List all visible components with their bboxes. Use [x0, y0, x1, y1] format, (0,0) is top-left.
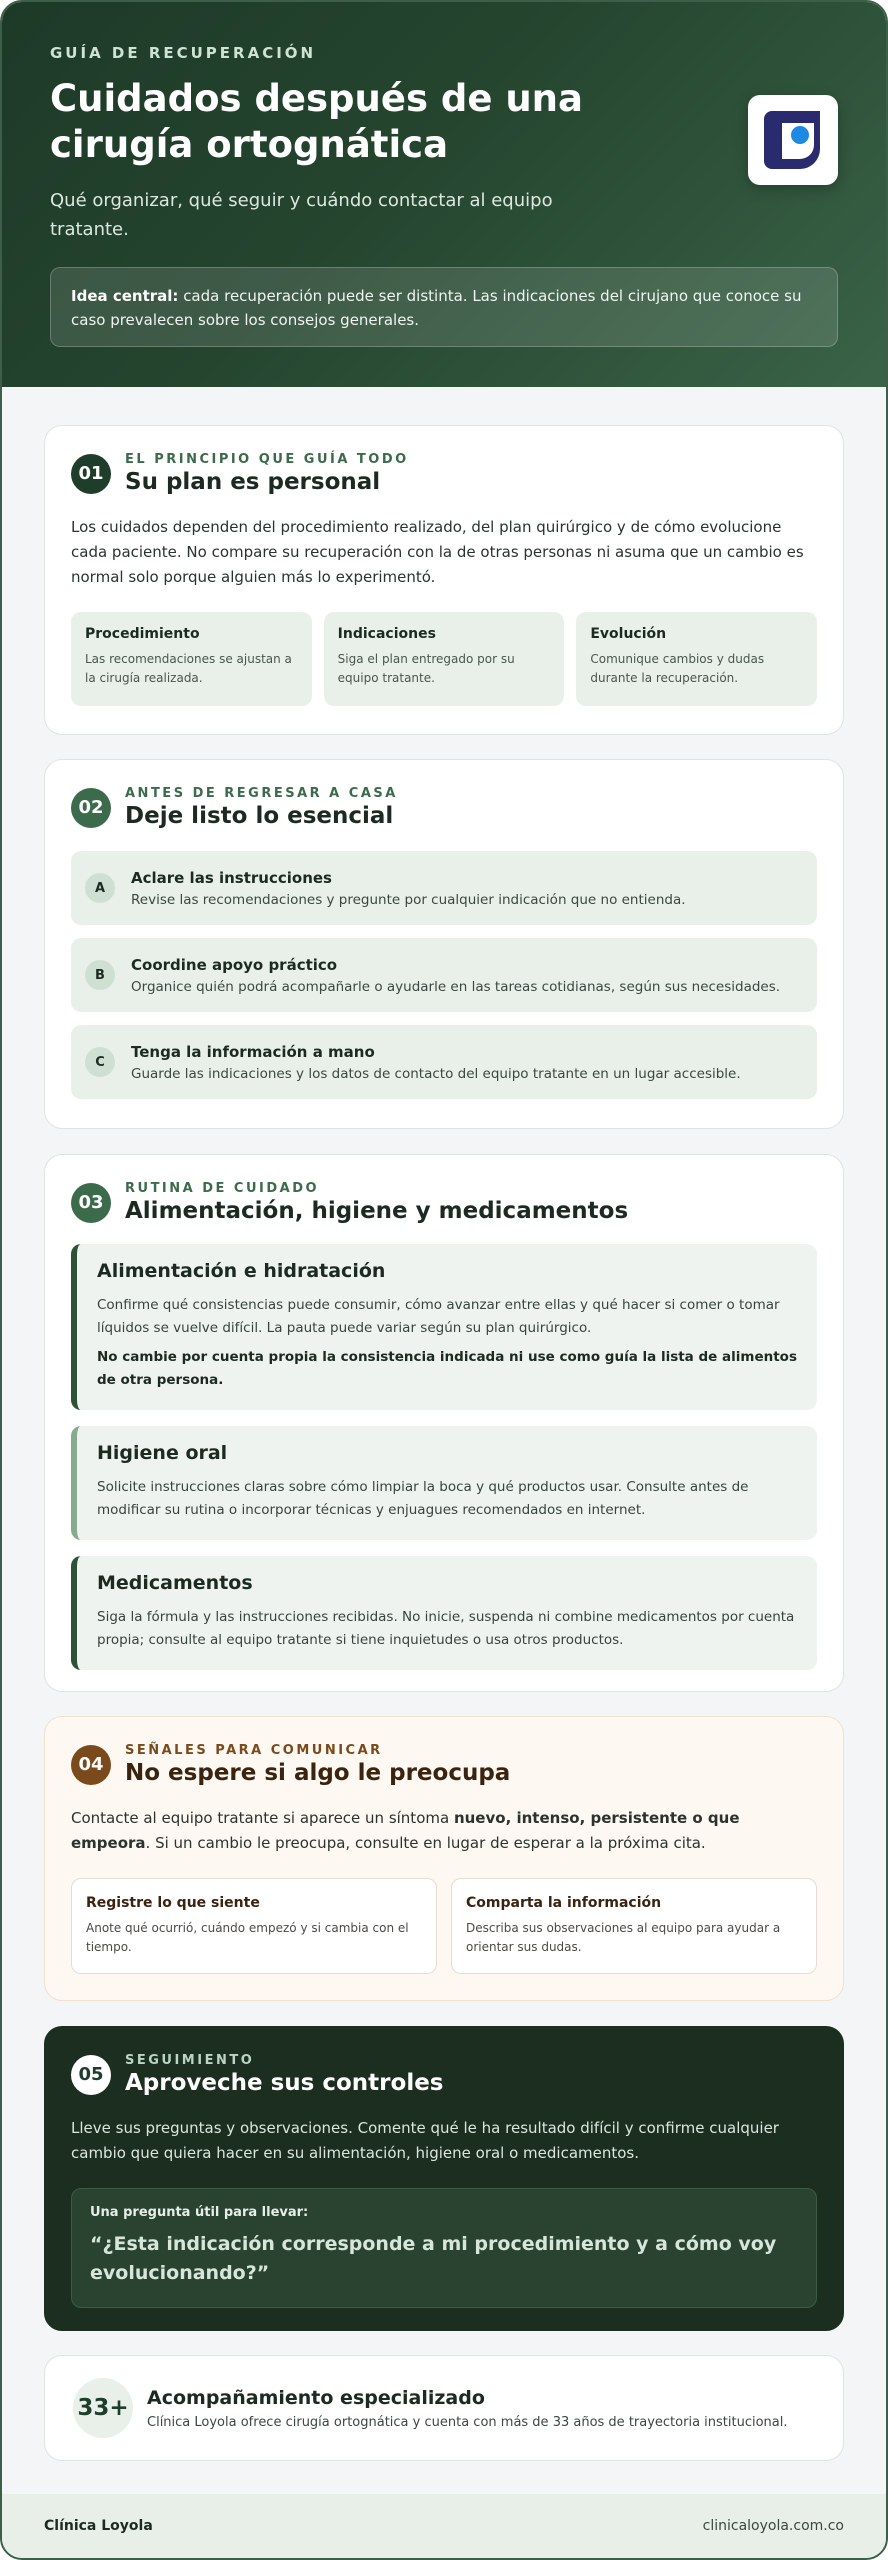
tile-title: Procedimiento	[85, 626, 200, 642]
section-number: 02	[71, 788, 111, 828]
step-title: Coordine apoyo práctico	[131, 955, 338, 974]
stat-title: Acompañamiento especializado	[147, 2386, 485, 2409]
step-text: Revise las recomendaciones y pregunte por cualquier indicación que no entienda.	[131, 891, 686, 908]
section-title: Alimentación, higiene y medicamentos	[125, 1198, 629, 1224]
hero-subtitle: Qué organizar, qué seguir y cuándo contactar al equipo tratante.	[50, 190, 553, 240]
stat-value: 33+	[73, 2378, 133, 2438]
section-text: Los cuidados dependen del procedimiento realizado, del plan quirúrgico y de cómo evolucione cada paciente. No compare su recuperación con la de otras personas ni asuma que un cambio es normal solo porque alguien más lo experimentó.	[71, 518, 804, 586]
clinic-logo-icon	[762, 109, 824, 171]
box-title: Comparta la información	[466, 1895, 662, 1911]
step-badge: A	[85, 873, 115, 903]
footer-brand: Clínica Loyola	[44, 2518, 153, 2534]
section-number: 01	[71, 454, 111, 494]
emphasis-text: nuevo, intenso, persistente o que empeora	[71, 1809, 740, 1852]
section-title: Aproveche sus controles	[125, 2070, 444, 2096]
page-footer	[2, 2494, 886, 2558]
quote-text: “¿Esta indicación corresponde a mi procedimiento y a cómo voy evolucionando?”	[90, 2233, 777, 2284]
footer-website-link[interactable]: clinicaloyola.com.co	[702, 2518, 844, 2534]
block-text: Solicite instrucciones claras sobre cómo limpiar la boca y qué productos usar. Consulte antes de modificar su rutina o incorporar técnicas y enjuagues recomendados en internet.	[97, 1479, 749, 1518]
quote-label: Una pregunta útil para llevar:	[90, 2205, 309, 2220]
section-number: 03	[71, 1183, 111, 1223]
section-title: Deje listo lo esencial	[125, 803, 394, 829]
box-share-info	[451, 1878, 817, 1974]
section-care-routine	[44, 1154, 844, 1692]
section-warning-signs	[44, 1716, 844, 2001]
step-text: Organice quién podrá acompañarle o ayudarle en las tareas cotidianas, según sus necesidades.	[131, 978, 781, 995]
care-block-medication	[71, 1556, 817, 1670]
stat-text: Clínica Loyola ofrece cirugía ortognática y cuenta con más de 33 años de trayectoria institucional.	[147, 2414, 788, 2430]
key-idea-label: Idea central:	[71, 287, 179, 305]
clinic-logo	[748, 95, 838, 185]
section-kicker: SEÑALES PARA COMUNICAR	[125, 1743, 383, 1758]
page-title: Cuidados después de una cirugía ortognática	[50, 77, 583, 166]
step-badge: B	[85, 960, 115, 990]
section-kicker: EL PRINCIPIO QUE GUÍA TODO	[125, 452, 409, 467]
step-item	[71, 851, 817, 925]
hero-eyebrow: GUÍA DE RECUPERACIÓN	[50, 44, 317, 62]
section-number: 04	[71, 1745, 111, 1785]
tile-evolucion	[576, 612, 817, 706]
block-warning: No cambie por cuenta propia la consistencia indicada ni use como guía la lista de alimentos de otra persona.	[97, 1349, 797, 1388]
section-kicker: SEGUIMIENTO	[125, 2053, 255, 2068]
tile-text: Comunique cambios y dudas durante la recuperación.	[590, 652, 765, 685]
care-block-food	[71, 1244, 817, 1410]
step-badge: C	[85, 1047, 115, 1077]
section-specialized-care	[44, 2355, 844, 2461]
care-block-oral-hygiene	[71, 1426, 817, 1540]
tile-text: Las recomendaciones se ajustan a la cirugía realizada.	[85, 652, 292, 685]
hero-header	[2, 2, 886, 387]
tile-title: Indicaciones	[337, 626, 436, 642]
section-title: Su plan es personal	[125, 469, 381, 495]
key-idea-text: cada recuperación puede ser distinta. Las indicaciones del cirujano que conoce su caso prevalecen sobre los consejos generales.	[71, 287, 802, 329]
block-title: Higiene oral	[97, 1442, 228, 1464]
block-text: Confirme qué consistencias puede consumir, cómo avanzar entre ellas y qué hacer si comer o tomar líquidos se vuelve difícil. La pauta puede variar según su plan quirúrgico.	[97, 1297, 780, 1336]
section-title: No espere si algo le preocupa	[125, 1760, 511, 1786]
block-title: Medicamentos	[97, 1572, 253, 1594]
section-follow-up	[44, 2026, 844, 2331]
suggested-question	[71, 2188, 817, 2308]
step-item	[71, 938, 817, 1012]
section-text: Contacte al equipo tratante si aparece un síntoma nuevo, intenso, persistente o que empeora. Si un cambio le preocupa, consulte en lugar de esperar a la próxima cita.	[71, 1809, 740, 1852]
section-number: 05	[71, 2055, 111, 2095]
step-title: Aclare las instrucciones	[131, 868, 332, 887]
section-personal-plan	[44, 425, 844, 735]
section-kicker: RUTINA DE CUIDADO	[125, 1181, 320, 1196]
tile-text: Siga el plan entregado por su equipo tratante.	[337, 652, 515, 685]
block-title: Alimentación e hidratación	[97, 1260, 386, 1282]
section-text: Lleve sus preguntas y observaciones. Comente qué le ha resultado difícil y confirme cualquier cambio que quiera hacer en su alimentación, higiene oral o medicamentos.	[71, 2119, 779, 2162]
tile-title: Evolución	[590, 626, 667, 642]
step-item	[71, 1025, 817, 1099]
block-text: Siga la fórmula y las instrucciones recibidas. No inicie, suspenda ni combine medicamentos por cuenta propia; consulte al equipo tratante si tiene inquietudes o usa otros productos.	[97, 1609, 795, 1648]
box-record-symptoms	[71, 1878, 437, 1974]
box-text: Describa sus observaciones al equipo para ayudar a orientar sus dudas.	[466, 1921, 781, 1954]
box-title: Registre lo que siente	[86, 1895, 260, 1911]
tile-procedimiento	[71, 612, 312, 706]
key-idea-callout	[50, 267, 838, 347]
section-before-home	[44, 759, 844, 1129]
step-title: Tenga la información a mano	[131, 1042, 375, 1061]
box-text: Anote qué ocurrió, cuándo empezó y si cambia con el tiempo.	[86, 1921, 409, 1954]
section-kicker: ANTES DE REGRESAR A CASA	[125, 786, 398, 801]
tile-indicaciones	[324, 612, 565, 706]
step-text: Guarde las indicaciones y los datos de contacto del equipo tratante en un lugar accesible.	[131, 1065, 741, 1082]
